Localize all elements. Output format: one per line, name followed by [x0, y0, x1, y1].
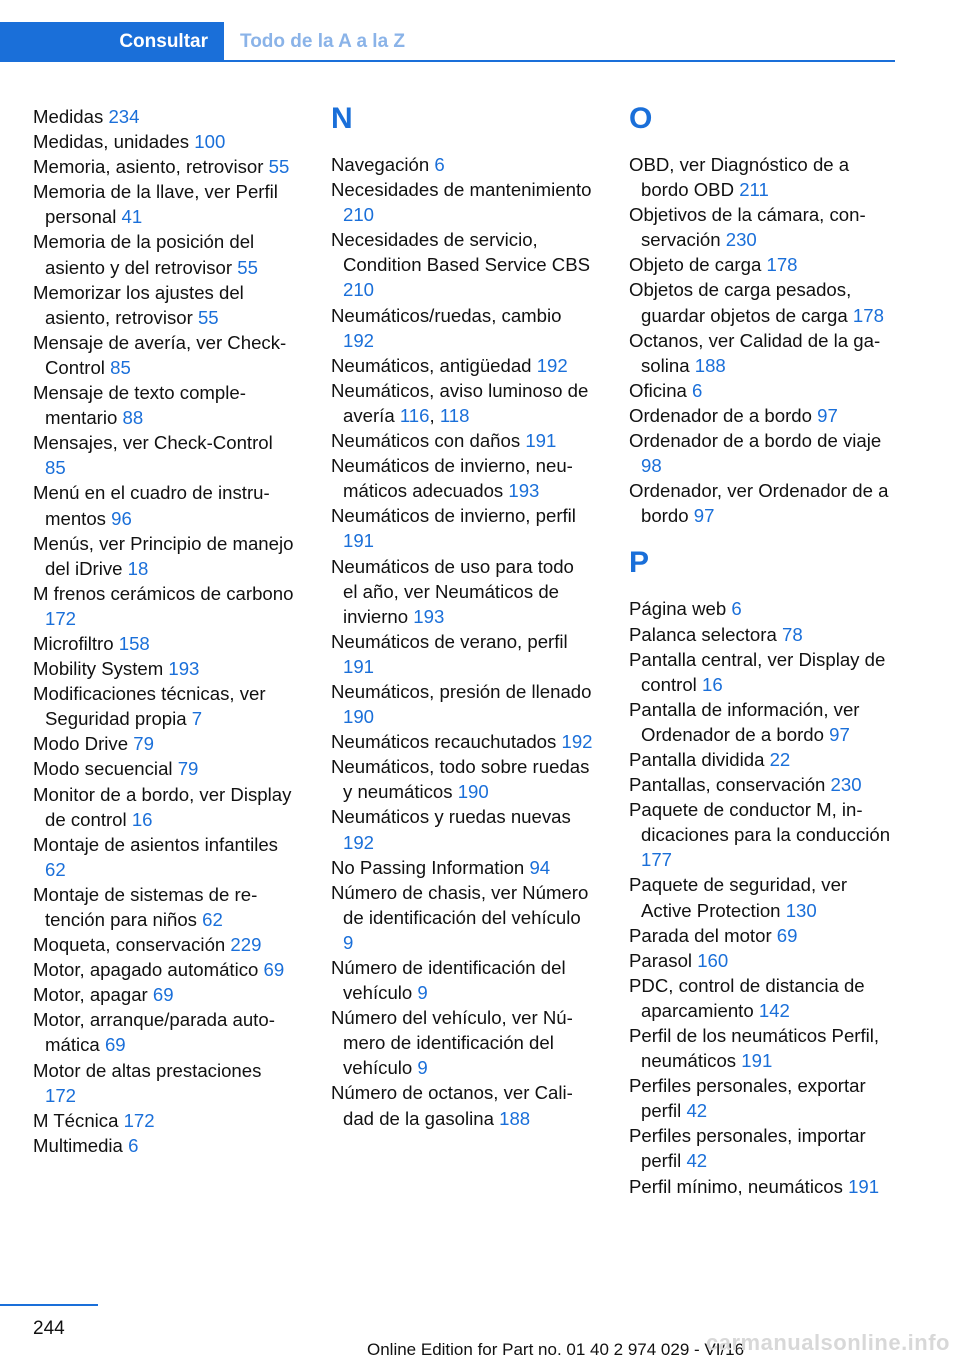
- page-link[interactable]: 142: [758, 999, 790, 1021]
- index-entry-term: Neumáticos de invierno, neumáticos adecuados: [331, 455, 573, 502]
- edition-text: Online Edition for Part no. 01 40 2 974 029 - VI/16: [367, 1340, 745, 1359]
- page-link[interactable]: 193: [508, 480, 540, 502]
- index-entry-term: Página web: [629, 598, 732, 620]
- page-link[interactable]: 55: [237, 256, 258, 278]
- index-entry: [331, 152, 593, 177]
- index-entry-term: Objetos de carga pesados, guardar objetos de carga: [629, 279, 853, 326]
- index-entry: [629, 622, 891, 647]
- page-link[interactable]: 42: [686, 1100, 708, 1122]
- page-link[interactable]: 192: [343, 329, 375, 351]
- index-entry: [331, 880, 593, 955]
- index-entry-term: Neumáticos de verano, perfil: [331, 630, 568, 652]
- page-link[interactable]: 85: [110, 356, 131, 378]
- index-entry-term: Microfiltro: [33, 632, 119, 654]
- index-entry-term: Ordenador, ver Ordenador de a bordo: [629, 480, 889, 527]
- index-entry-term: Perfil de los neumáticos Perfil, neumáticos: [629, 1025, 880, 1072]
- page-link[interactable]: 94: [529, 856, 551, 878]
- index-entry: [33, 832, 295, 882]
- index-entry-term: Perfil mínimo, neumáticos: [629, 1175, 849, 1197]
- index-entry-term: Pantalla central, ver Display de control: [629, 648, 886, 695]
- page-link[interactable]: 210: [343, 279, 375, 301]
- page-link[interactable]: 190: [343, 706, 375, 728]
- header-divider: [224, 60, 895, 62]
- index-entry-term: Multimedia: [33, 1134, 129, 1156]
- page-link[interactable]: 191: [343, 655, 375, 677]
- index-entry-term: Pantalla de información, ver Ordenador de a bordo: [629, 698, 860, 745]
- index-entry: [629, 1174, 891, 1199]
- index-entry-term: Perfiles personales, importar perfil: [629, 1125, 866, 1172]
- page-link[interactable]: 192: [343, 831, 375, 853]
- index-entry-term: Motor de altas prestaciones: [33, 1059, 262, 1081]
- page-link[interactable]: 190: [457, 781, 489, 803]
- page-link[interactable]: 7: [191, 708, 203, 730]
- index-entry: [33, 681, 295, 731]
- index-entry: [331, 503, 593, 553]
- page-link[interactable]: 193: [168, 658, 200, 680]
- index-entry-term: Montaje de asientos infantiles: [33, 833, 278, 855]
- index-entry: [33, 330, 295, 380]
- index-entry: [629, 328, 891, 378]
- page-link[interactable]: 6: [731, 598, 742, 620]
- page-number: 244: [33, 1318, 65, 1339]
- index-entry-term: Menú en el cuadro de instrumentos: [33, 482, 270, 529]
- page-link[interactable]: 6: [128, 1134, 139, 1156]
- page-link[interactable]: 16: [701, 673, 723, 695]
- index-entry-term: Número de chasis, ver Número de identificación del vehículo: [331, 881, 589, 928]
- index-entry: [331, 1005, 593, 1080]
- page-link[interactable]: 130: [785, 899, 817, 921]
- page-link[interactable]: 79: [133, 733, 154, 755]
- index-entry: [33, 229, 295, 279]
- index-entry: [629, 647, 891, 697]
- index-entry: [629, 797, 891, 872]
- index-entry: [33, 656, 295, 681]
- index-entry-term: Parasol: [629, 949, 698, 971]
- index-entry-term: Palanca selectora: [629, 623, 782, 645]
- index-entry-term: Neumáticos de invierno, perfil: [331, 505, 576, 527]
- page-link[interactable]: 116: [399, 404, 430, 426]
- index-entry: [33, 1108, 295, 1133]
- index-entry: [331, 227, 593, 302]
- page-link[interactable]: 191: [343, 530, 375, 552]
- page-link[interactable]: 55: [197, 306, 219, 328]
- index-entry-term: Neumáticos y ruedas nuevas: [331, 806, 571, 828]
- page-link[interactable]: 118: [439, 404, 470, 426]
- page-link[interactable]: 85: [45, 457, 66, 479]
- index-entry: [33, 1007, 295, 1057]
- index-entry-term: Neumáticos/ruedas, cambio: [331, 304, 562, 326]
- page-link[interactable]: 172: [45, 1084, 77, 1106]
- index-entry-term: Número de octanos, ver Calidad de la gasolina: [331, 1082, 573, 1129]
- page-link[interactable]: 100: [194, 131, 226, 153]
- page-link[interactable]: 6: [692, 379, 703, 401]
- index-entry-term: Monitor de a bordo, ver Display de control: [33, 783, 292, 830]
- index-entry: [629, 1023, 891, 1073]
- page-separator: ,: [429, 404, 440, 426]
- index-entry: [629, 1073, 891, 1123]
- page-link[interactable]: 78: [781, 623, 803, 645]
- page-link[interactable]: 191: [848, 1175, 880, 1197]
- index-entry-term: Neumáticos, antigüedad: [331, 354, 537, 376]
- index-entry: [331, 629, 593, 679]
- page-link[interactable]: 16: [131, 808, 153, 830]
- page-link[interactable]: 178: [852, 304, 884, 326]
- page-link[interactable]: 9: [417, 982, 428, 1004]
- page-link[interactable]: 172: [45, 607, 77, 629]
- page-link[interactable]: 192: [561, 731, 593, 753]
- index-column-3: [629, 104, 891, 1199]
- page-link[interactable]: 69: [263, 959, 285, 981]
- index-entry-term: Necesidades de mantenimiento: [331, 179, 592, 201]
- tab-todo-a-z[interactable]: Todo de la A a la Z: [240, 31, 406, 52]
- page-link[interactable]: 97: [817, 404, 838, 426]
- index-entry: [629, 596, 891, 621]
- index-entry: [331, 754, 593, 804]
- index-entry-term: Mensaje de avería, ver Check-Control: [33, 331, 287, 378]
- page-link[interactable]: 42: [686, 1150, 708, 1172]
- index-entry-term: Octanos, ver Calidad de la gasolina: [629, 329, 881, 376]
- index-entry-term: Modo Drive: [33, 733, 134, 755]
- index-entry: [331, 303, 593, 353]
- index-entry-term: Motor, arranque/parada automática: [33, 1009, 275, 1056]
- page-link[interactable]: 18: [127, 557, 149, 579]
- index-entry: [33, 179, 295, 229]
- index-entry: [629, 1123, 891, 1173]
- page-link[interactable]: 234: [108, 106, 140, 127]
- index-entry: [331, 378, 593, 428]
- index-entry-term: Menús, ver Principio de manejo del iDrive: [33, 532, 294, 579]
- index-entry-term: Mobility System: [33, 658, 169, 680]
- page-link[interactable]: 178: [766, 254, 798, 276]
- page-link[interactable]: 79: [177, 758, 199, 780]
- footer-divider: [0, 1304, 98, 1306]
- index-letter-heading: P: [629, 546, 650, 580]
- index-entry: [629, 152, 891, 202]
- index-entry: [629, 478, 891, 528]
- page-link[interactable]: 6: [434, 154, 445, 175]
- index-entry-term: Mensaje de texto complementario: [33, 382, 246, 429]
- index-entry-term: Objetivos de la cámara, conservación: [629, 204, 866, 251]
- index-entry: [629, 428, 891, 478]
- page-link[interactable]: 62: [45, 858, 66, 880]
- index-entry: [331, 804, 593, 854]
- index-entry-term: M Técnica: [33, 1109, 124, 1131]
- page-link[interactable]: 229: [230, 934, 262, 956]
- index-entry: [629, 772, 891, 797]
- page-link[interactable]: 172: [123, 1109, 155, 1131]
- index-entry: [331, 955, 593, 1005]
- index-entry-term: M frenos cerámicos de carbono: [33, 582, 294, 604]
- page-link[interactable]: 188: [694, 354, 726, 376]
- index-entry: [33, 104, 295, 129]
- page-link[interactable]: 69: [104, 1034, 126, 1056]
- page-link[interactable]: 230: [725, 229, 757, 251]
- page-link[interactable]: 9: [343, 931, 354, 953]
- index-entry: [33, 480, 295, 530]
- page-link[interactable]: 98: [641, 455, 662, 477]
- index-entry-term: Pantalla dividida: [629, 748, 770, 770]
- index-entry-term: Motor, apagar: [33, 984, 153, 1006]
- page-link[interactable]: 88: [122, 407, 144, 429]
- tab-consultar[interactable]: Consultar: [0, 22, 224, 62]
- index-entry-term: Ordenador de a bordo: [629, 404, 818, 426]
- index-entry-term: Ordenador de a bordo de viaje: [629, 430, 882, 452]
- index-entry: [629, 872, 891, 922]
- index-entry: [33, 380, 295, 430]
- index-entry-term: OBD, ver Diagnóstico de a bordo OBD: [629, 154, 850, 201]
- index-entry: [33, 756, 295, 781]
- index-entry: [629, 252, 891, 277]
- index-entry-term: Neumáticos, presión de llenado: [331, 680, 592, 702]
- index-entry-term: Neumáticos con daños: [331, 430, 526, 452]
- page-link[interactable]: 62: [202, 909, 223, 930]
- index-entry-term: No Passing Information: [331, 856, 530, 878]
- index-entry-term: Neumáticos de uso para todo el año, ver Neumáticos de invierno: [331, 555, 574, 627]
- index-entry: [629, 403, 891, 428]
- page-link[interactable]: 188: [499, 1107, 531, 1129]
- index-entry: [33, 957, 295, 982]
- index-letter-heading: O: [629, 102, 653, 135]
- index-entry: [331, 679, 593, 729]
- index-entry-term: Mensajes, ver Check-Control: [33, 432, 273, 454]
- index-entry-term: Número del vehículo, ver Número de identificación del vehículo: [331, 1007, 573, 1079]
- header-bar: [0, 0, 895, 62]
- page-link[interactable]: 69: [152, 984, 174, 1006]
- index-entry: [33, 882, 295, 932]
- index-entry: [629, 948, 891, 973]
- index-entry-term: Número de identificación del vehículo: [331, 957, 566, 1004]
- page-link[interactable]: 160: [697, 949, 729, 971]
- page-link[interactable]: 55: [268, 156, 290, 178]
- watermark: carmanualsonline.info: [706, 1330, 950, 1355]
- index-entry: [331, 428, 593, 453]
- index-entry-term: Modo secuencial: [33, 758, 178, 780]
- index-entry: [33, 631, 295, 656]
- index-entry-term: Memoria de la posición del asiento y del retrovisor: [33, 231, 255, 278]
- index-entry: [331, 177, 593, 227]
- page-link[interactable]: 210: [343, 204, 375, 226]
- index-column-1: [33, 104, 295, 1158]
- page-link[interactable]: 191: [741, 1050, 773, 1072]
- index-column-2: [331, 104, 593, 1131]
- index-entry: [331, 554, 593, 629]
- index-entry-term: Oficina: [629, 379, 693, 401]
- index-entry-term: Navegación: [331, 154, 435, 175]
- page-link[interactable]: 177: [641, 849, 673, 871]
- index-entry-term: Necesidades de servicio, Condition Based Service CBS: [331, 229, 591, 276]
- index-letter-heading: N: [331, 102, 353, 135]
- index-entry: [331, 453, 593, 503]
- index-entry: [33, 782, 295, 832]
- page-link[interactable]: 97: [693, 505, 715, 527]
- index-entry-term: Moqueta, conservación: [33, 934, 231, 956]
- index-entry: [33, 129, 295, 154]
- index-entry: [629, 202, 891, 252]
- index-entry-term: PDC, control de distancia de aparcamiento: [629, 974, 865, 1021]
- index-entry: [33, 1058, 295, 1108]
- index-entry: [331, 855, 593, 880]
- index-entry: [629, 697, 891, 747]
- page-link[interactable]: 69: [776, 924, 798, 946]
- page-link[interactable]: 96: [111, 507, 132, 529]
- page-link[interactable]: 193: [413, 605, 445, 627]
- page-link[interactable]: 97: [829, 723, 850, 745]
- index-entry: [33, 154, 295, 179]
- index-entry: [629, 923, 891, 948]
- index-entry: [33, 581, 295, 631]
- index-entry-term: Parada del motor: [629, 924, 777, 946]
- index-entry: [629, 378, 891, 403]
- index-entry-term: Neumáticos, aviso luminoso de avería: [331, 379, 589, 426]
- page-link[interactable]: 192: [536, 354, 568, 376]
- index-entry: [33, 280, 295, 330]
- index-entry-term: Pantallas, conservación: [629, 774, 831, 796]
- index-entry-term: Motor, apagado automático: [33, 959, 264, 981]
- page-link[interactable]: 211: [739, 179, 769, 201]
- index-entry-term: Objeto de carga: [629, 254, 767, 276]
- page-link[interactable]: 191: [525, 430, 557, 452]
- page-link[interactable]: 41: [121, 206, 143, 228]
- index-entry-term: Neumáticos recauchutados: [331, 731, 562, 753]
- index-entry-term: Perfiles personales, exportar perfil: [629, 1075, 866, 1122]
- index-entry: [331, 729, 593, 754]
- index-entry: [33, 932, 295, 957]
- index-entry-term: Neumáticos, todo sobre ruedas y neumáticos: [331, 756, 590, 803]
- index-entry: [33, 982, 295, 1007]
- index-entry-term: Paquete de seguridad, ver Active Protection: [629, 874, 848, 921]
- index-entry: [33, 1133, 295, 1158]
- index-entry: [629, 747, 891, 772]
- index-entry-term: Modificaciones técnicas, ver Seguridad propia: [33, 683, 266, 730]
- index-entry-term: Medidas: [33, 106, 109, 127]
- index-entry: [33, 731, 295, 756]
- index-entry: [33, 430, 295, 480]
- index-entry-term: Medidas, unidades: [33, 131, 195, 153]
- page-link[interactable]: 9: [417, 1057, 428, 1079]
- index-entry: [331, 1080, 593, 1130]
- index-entry-term: Memoria de la llave, ver Perfil personal: [33, 181, 278, 228]
- index-entry: [33, 531, 295, 581]
- index-entry-term: Montaje de sistemas de retención para niños: [33, 883, 258, 930]
- index-entry-term: Memoria, asiento, retrovisor: [33, 156, 269, 178]
- index-entry-term: Memorizar los ajustes del asiento, retrovisor: [33, 281, 244, 328]
- index-entry: [331, 353, 593, 378]
- page-link[interactable]: 230: [830, 774, 862, 796]
- page-link[interactable]: 22: [769, 748, 791, 770]
- index-entry: [629, 277, 891, 327]
- page-link[interactable]: 158: [118, 632, 150, 654]
- index-entry-term: Paquete de conductor M, indicaciones para la conducción: [629, 799, 891, 846]
- index-entry: [629, 973, 891, 1023]
